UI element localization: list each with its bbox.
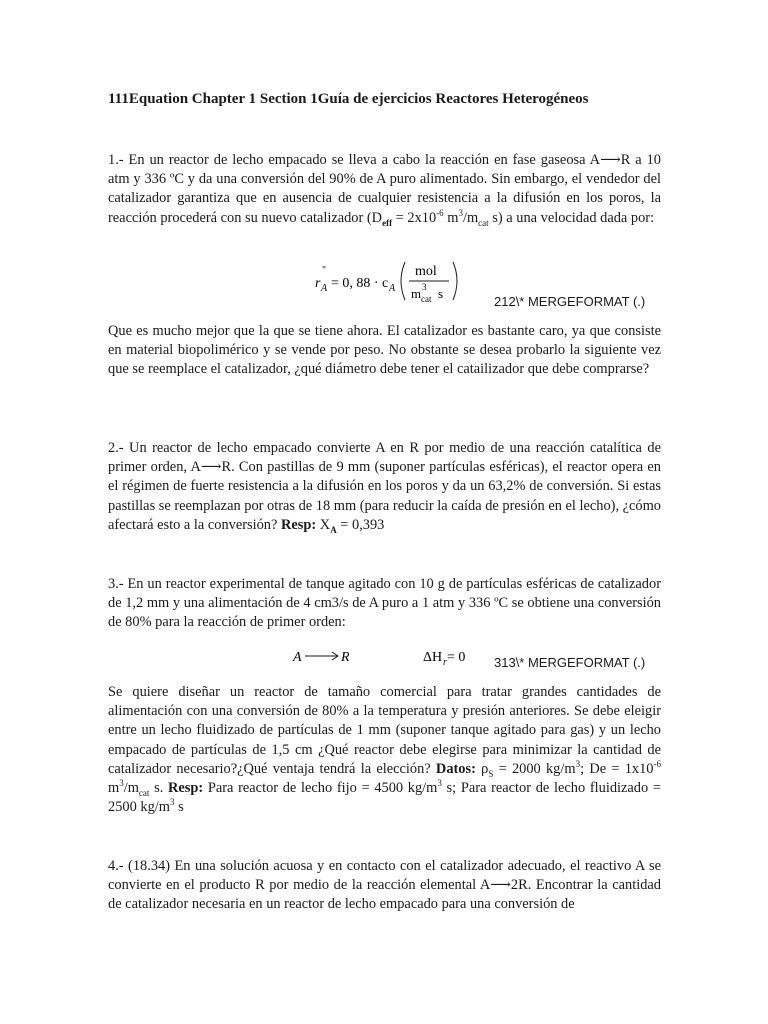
eq-delta-h-sub: r (443, 657, 447, 668)
eq-unit-s: s (438, 286, 444, 301)
problem-1-statement (108, 151, 661, 228)
problem-3-question-text: Se quiere diseñar un reactor de tamaño comercial para tratar grandes cantidades de alimentación con una conversión de 80% a la temperatura y presión anteriores. Se debe eleigir entre un lecho fluidizado de partículas de 1 mm (suponer tanque agitado para gas) y un lecho empacado de partículas de 1,5 cm ¿Qué reactor debe elegirse para minimizar la cantidad de catalizador necesario?¿Qué ventaja tendrá la elección? (108, 684, 661, 777)
problem-2-resp-sub: A (330, 524, 337, 535)
problem-1-intro: 1.- En un reactor de lecho empacado se lleva a cabo la reacción en fase gaseosa A⟶R a 10 atm y 336 ºC y da una conversión del 90% de A puro alimentado. Sin embargo, el vendedor del catalizador garantiza que en ausencia de cualquier resistencia a la difusión en los poros, la reacción procederá con su nuevo catalizador (D (108, 152, 661, 226)
problem-4-statement: 4.- (18.34) En una solución acuosa y en contacto con el catalizador adecuado, el reactivo A se convierte en el producto R por medio de la reacción elemental A⟶2R. Encontrar la cantidad de catalizador necesaria en un reactor de lecho empacado para una conversión de (108, 858, 661, 913)
rate-equation (313, 256, 463, 306)
rho-subscript: S (488, 768, 494, 779)
problem-2-resp-label: Resp: (281, 516, 317, 533)
deff-value: = 2x10 (392, 209, 437, 226)
de-exponent: -6 (653, 759, 662, 770)
eq-product-r: R (341, 650, 350, 665)
eq-reactant-a: A (293, 650, 302, 665)
de-seconds: s. (149, 780, 168, 797)
de-unit: m (108, 780, 120, 797)
eq-unit-bot: m (411, 286, 422, 301)
eq-coefficient: = 0, 88 · c (331, 276, 389, 291)
eq-c-sub: A (389, 283, 396, 294)
reaction-equation-graphic (291, 645, 491, 669)
problem-3-resp-2: s; Para reactor de lecho fluidizado = 2500 kg/m (108, 780, 661, 816)
problem-3-resp-3: s (174, 799, 184, 816)
de-cube: 3 (119, 778, 124, 789)
eq-lhs-sub: A (321, 283, 328, 294)
unit-m: m (443, 209, 459, 226)
rho-exponent: 3 (575, 759, 581, 770)
problem-3-question (108, 683, 661, 817)
problem-2-resp-value: = 0,393 (336, 516, 385, 533)
problem-1-question: Que es mucho mejor que la que se tiene ahora. El catalizador es bastante caro, ya que consiste en material biopolimérico y se vende por peso. No obstante se desea probarlo la siguiente vez que se reemplace el catalizador, ¿qué diámetro debe tener el catailizador que debe comprarse? (108, 323, 661, 378)
eq-unit-bot-sup: 3 (422, 282, 427, 292)
problem-2-resp-var: X (316, 516, 331, 533)
eq-unit-bot-sub: cat (421, 294, 432, 304)
cat-subscript: cat (478, 217, 489, 228)
equation-3-number: 313\* MERGEFORMAT (.) (494, 655, 646, 670)
problem-1-tail: s) a una velocidad dada por: (488, 209, 655, 226)
eq-delta-h: ΔH (423, 650, 443, 665)
problem-3-resp-label: Resp: (167, 780, 204, 797)
problem-3-resp-2-exp: 3 (169, 797, 175, 808)
deff-subscript: eff (382, 217, 393, 228)
right-paren (453, 262, 457, 300)
problem-3-resp-1-exp: 3 (437, 778, 442, 789)
eq-delta-h-value: = 0 (447, 650, 466, 665)
problem-2-statement (108, 439, 661, 535)
eq-unit-top: mol (415, 264, 437, 279)
unit-mcat: /m (462, 209, 479, 226)
de-unit-mcat: /m (123, 780, 139, 797)
page-title: 111Equation Chapter 1 Section 1Guía de ejercicios Reactores Heterogéneos (108, 91, 589, 107)
eq-lhs-mark: " (322, 265, 327, 276)
eq-lhs-var: r (315, 276, 321, 291)
deff-exponent: -6 (436, 207, 444, 218)
problem-3-statement: 3.- En un reactor experimental de tanque agitado con 10 g de partículas esféricas de catalizador de 1,2 mm y una alimentación de 4 cm3/s de A puro a 1 atm y 336 ºC se obtiene una conversión de 80% para la reacción de primer orden: (108, 576, 661, 631)
equation-1-number: 212\* MERGEFORMAT (.) (494, 294, 646, 309)
reaction-equation (291, 645, 491, 669)
unit-cube: 3 (458, 207, 463, 218)
problem-3-resp-1: Para reactor de lecho fijo = 4500 kg/m (203, 780, 438, 797)
rate-equation-graphic (313, 256, 463, 306)
left-paren (401, 262, 405, 300)
rho-symbol: ρ (475, 760, 489, 777)
rho-value: = 2000 kg/m (493, 760, 576, 777)
problem-2-text: 2.- Un reactor de lecho empacado convierte A en R por medio de una reacción catalítica de primer orden, A⟶R. Con pastillas de 9 mm (suponer partículas esféricas), el reactor opera en el régimen de fuerte resistencia a la difusión en los poros y da un 63,2% de conversión. Si estas pastillas se reemplazan por otras de 18 mm (para reducir la caída de presión en el lecho), ¿cómo afectará esto a la conversión? (108, 440, 662, 533)
problem-3-datos-label: Datos: (435, 760, 476, 777)
de-value: ; De = 1x10 (580, 760, 654, 777)
de-cat-sub: cat (138, 787, 150, 798)
